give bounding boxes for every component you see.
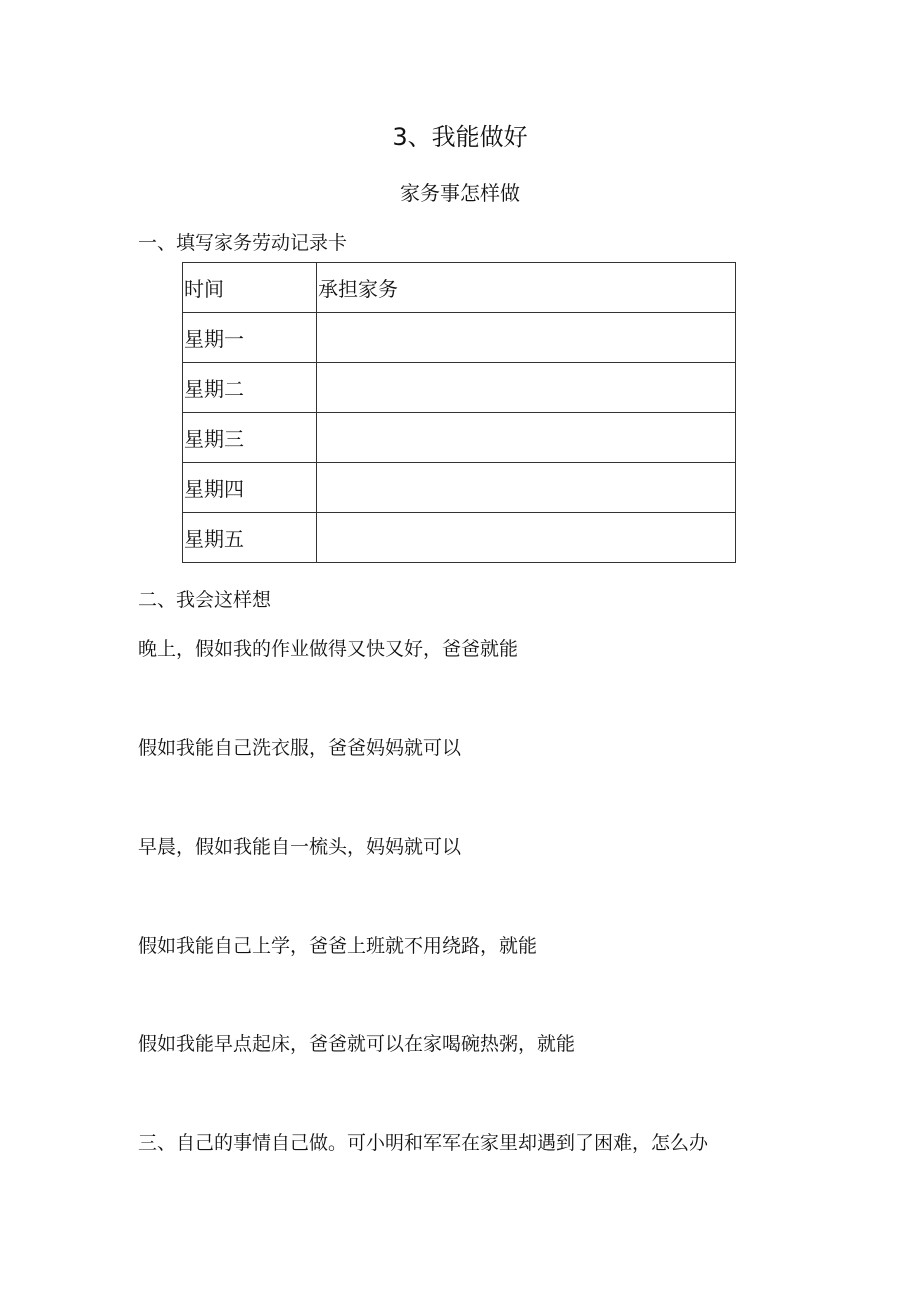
chores-cell[interactable]: [317, 313, 736, 363]
header-chores: 承担家务: [317, 263, 736, 313]
header-time: 时间: [183, 263, 317, 313]
prompt-line: 晚上，假如我的作业做得又快又好，爸爸就能: [138, 638, 519, 660]
prompt-line: 早晨，假如我能自一梳头，妈妈就可以: [138, 836, 462, 858]
worksheet-title: 3、我能做好: [392, 123, 528, 151]
chores-cell[interactable]: [317, 463, 736, 513]
section-1-heading: 一、填写家务劳动记录卡: [138, 232, 348, 254]
table-header-row: [183, 263, 736, 313]
prompt-line: 假如我能自己上学，爸爸上班就不用绕路，就能: [138, 935, 538, 957]
worksheet-subtitle: 家务事怎样做: [400, 181, 520, 205]
day-cell: 星期二: [183, 363, 317, 413]
chores-cell[interactable]: [317, 363, 736, 413]
prompt-line: 假如我能自己洗衣服，爸爸妈妈就可以: [138, 737, 462, 759]
chores-cell[interactable]: [317, 413, 736, 463]
section-3-heading: 三、自己的事情自己做。可小明和军军在家里却遇到了困难，怎么办: [138, 1132, 709, 1154]
day-cell: 星期四: [183, 463, 317, 513]
table-row: [183, 313, 736, 363]
day-cell: 星期三: [183, 413, 317, 463]
table-row: [183, 413, 736, 463]
prompt-line: 假如我能早点起床，爸爸就可以在家喝碗热粥，就能: [138, 1033, 576, 1055]
day-cell: 星期五: [183, 513, 317, 563]
table-row: [183, 513, 736, 563]
chore-record-table: [182, 262, 736, 563]
chores-cell[interactable]: [317, 513, 736, 563]
table-row: [183, 463, 736, 513]
day-cell: 星期一: [183, 313, 317, 363]
table-row: [183, 363, 736, 413]
section-2-heading: 二、我会这样想: [138, 589, 272, 611]
